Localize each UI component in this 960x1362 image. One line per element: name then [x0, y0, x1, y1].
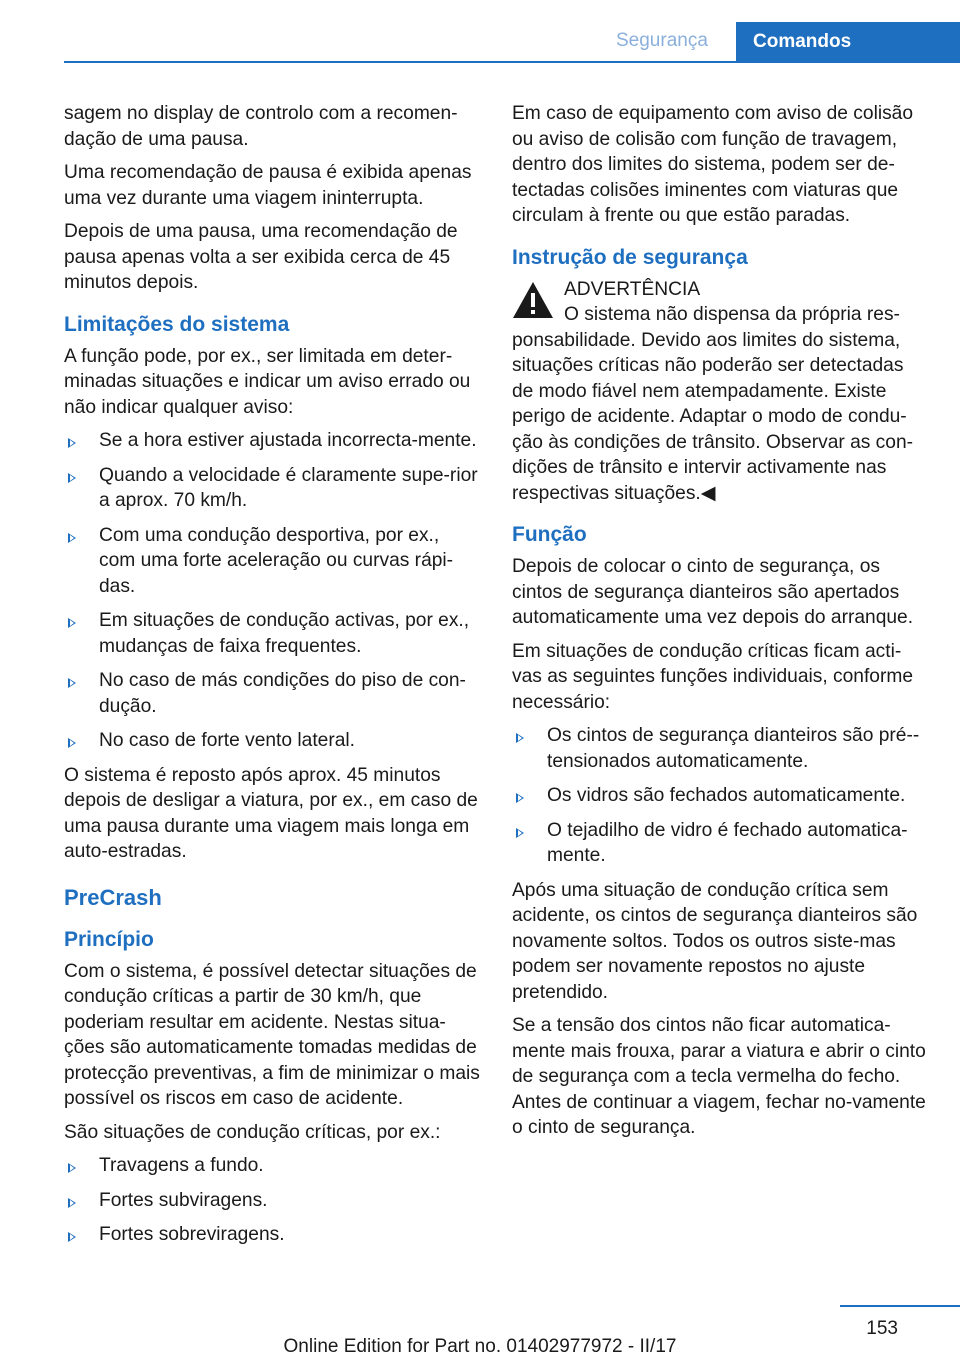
tension-text: Se a tensão dos cintos não ficar automatica-mente mais frouxa, parar a viatura e abrir o cinto de segurança com a tecla vermelha do fecho. Antes de continuar a viagem, fechar no-vamente o cinto de segurança. — [512, 1015, 926, 1138]
list-item: Fortes sobreviragens. — [64, 1222, 480, 1248]
after-text: Após uma situação de condução crítica sem acidente, os cintos de segurança dianteiros são novamente soltos. Todos os outros siste-mas podem ser novamente repostos no ajuste pretendido. — [512, 879, 918, 1003]
page-number: 153 — [866, 1318, 898, 1339]
reset-text: O sistema é reposto após aprox. 45 minutos depois de desligar a viatura, por ex., em caso de uma pausa durante uma viagem mais longa em auto-estradas. — [64, 764, 478, 862]
chapter-tab: Comandos — [736, 22, 960, 62]
warning-title: ADVERTÊNCIA — [564, 278, 701, 300]
list-item: Os vidros são fechados automaticamente. — [512, 783, 928, 809]
footer-rule — [840, 1305, 960, 1307]
list-item: No caso de forte vento lateral. — [64, 728, 480, 754]
page-header — [0, 0, 960, 62]
warning-box — [512, 277, 928, 507]
function-heading: Função — [512, 523, 587, 546]
limits-heading: Limitações do sistema — [64, 312, 290, 336]
section-tab: Segurança — [616, 30, 708, 51]
function-text-2: Em situações de condução críticas ficam acti-vas as seguintes funções individuais, conforme necessário: — [512, 640, 914, 713]
list-item: Com uma condução desportiva, por ex., com uma forte aceleração ou curvas rápi-das. — [64, 523, 480, 600]
warning-text: O sistema não dispensa da própria res-ponsabilidade. Devido aos limites do sistema, situações críticas não poderão ser detectadas de modo fiável nem atempadamente. Existe perigo de acidente. Adaptar o modo de condu-ção às condições de trânsito. Observar as con-dições de trânsito e intervir activamente nas respectivas situações.◀ — [512, 304, 914, 504]
principle-heading: Princípio — [64, 927, 154, 951]
intro-paragraph-3: Depois de uma pausa, uma recomendação de pausa apenas volta a ser exibida cerca de 45 minutos depois. — [64, 221, 458, 293]
precrash-heading: PreCrash — [64, 884, 162, 910]
list-item: Fortes subviragens. — [64, 1188, 480, 1214]
list-item: O tejadilho de vidro é fechado automatica-mente. — [512, 818, 928, 869]
principle-text: Com o sistema, é possível detectar situações de condução críticas a partir de 30 km/h, que poderiam resultar em acidente. Nestas situa-ções são automaticamente tomadas medidas de protecção preventivas, a fim de minimizar o mais possível os riscos em caso de acidente. — [64, 960, 480, 1109]
function-text-1: Depois de colocar o cinto de segurança, os cintos de segurança dianteiros são apertados automaticamente uma vez depois do arranque. — [512, 556, 914, 628]
list-item: Quando a velocidade é claramente supe-rior a aprox. 70 km/h. — [64, 463, 480, 514]
critical-text: São situações de condução críticas, por ex.: — [64, 1121, 441, 1143]
warning-triangle-icon — [512, 281, 554, 319]
critical-list — [64, 1153, 480, 1248]
edition-footer: Online Edition for Part no. 01402977972 - II/17 — [283, 1336, 677, 1357]
intro-paragraph-1: sagem no display de controlo com a recomen-dação de uma pausa. — [64, 103, 458, 150]
list-item: Travagens a fundo. — [64, 1153, 480, 1179]
list-item: Os cintos de segurança dianteiros são pré--tensionados automaticamente. — [512, 723, 928, 774]
limits-text: A função pode, por ex., ser limitada em deter-minadas situações e indicar um aviso errado ou não indicar qualquer aviso: — [64, 345, 471, 418]
left-column — [64, 101, 480, 1257]
safety-heading: Instrução de segurança — [512, 245, 748, 269]
list-item: Se a hora estiver ajustada incorrecta-mente. — [64, 428, 480, 454]
list-item: No caso de más condições do piso de con-dução. — [64, 668, 480, 719]
header-rule — [64, 61, 960, 63]
right-column — [512, 101, 928, 1149]
intro-paragraph-2: Uma recomendação de pausa é exibida apenas uma vez durante uma viagem ininterrupta. — [64, 162, 472, 209]
limits-list — [64, 428, 480, 754]
function-list — [512, 723, 928, 869]
list-item: Em situações de condução activas, por ex., mudanças de faixa frequentes. — [64, 608, 480, 659]
collision-text: Em caso de equipamento com aviso de colisão ou aviso de colisão com função de travagem, dentro dos limites do sistema, podem ser de-tectadas colisões iminentes com viaturas que circulam à frente ou que estão paradas. — [512, 103, 914, 226]
